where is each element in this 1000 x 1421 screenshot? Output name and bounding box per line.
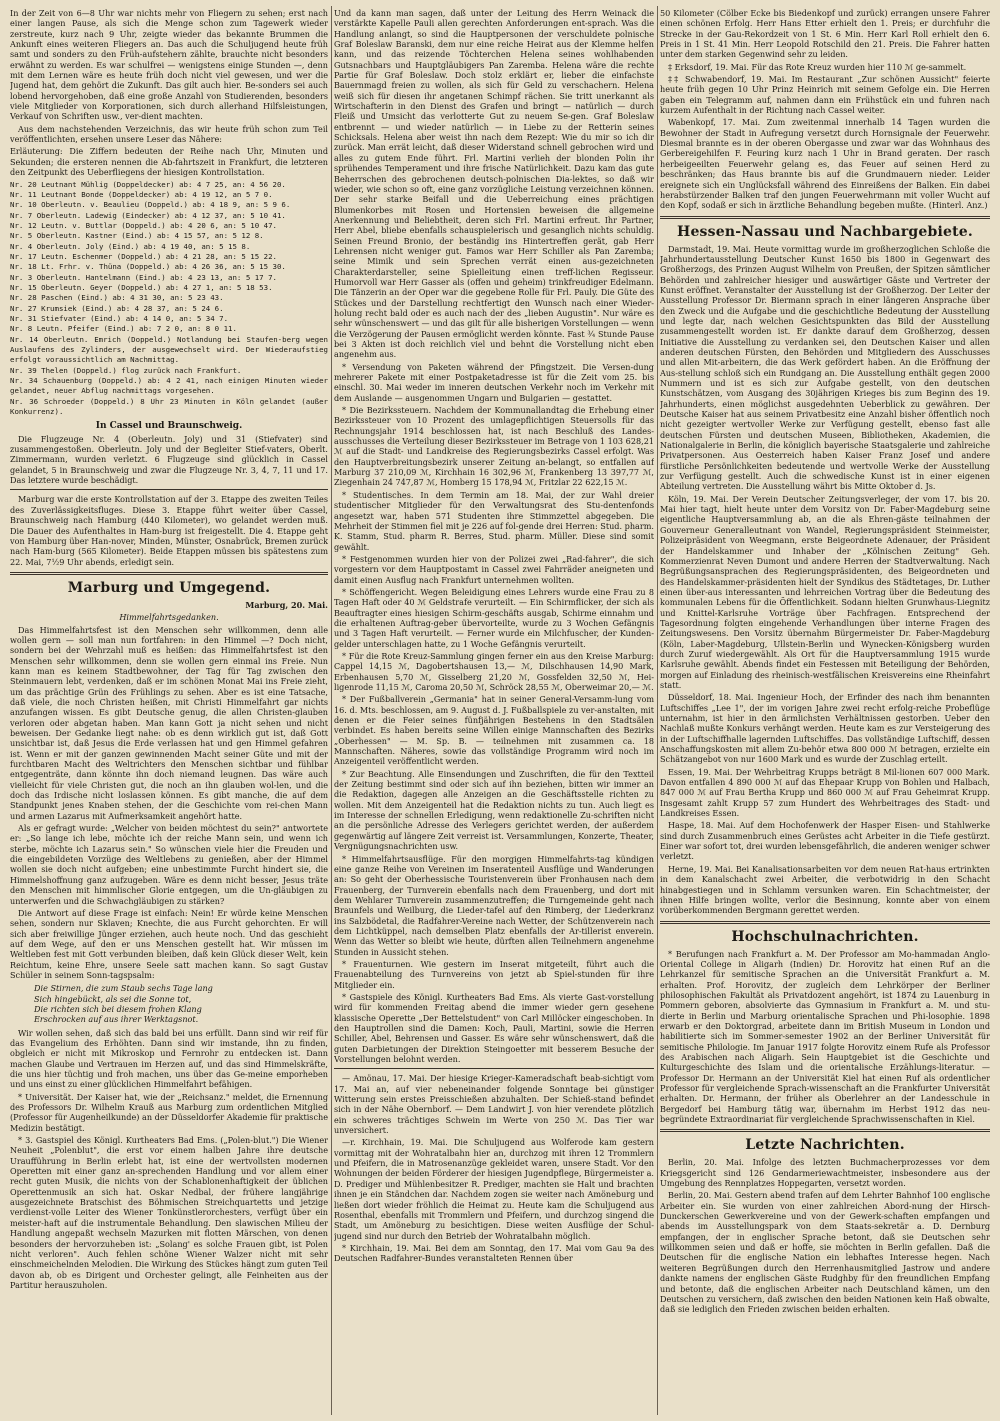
section-heading: Letzte Nachrichten. (745, 1137, 905, 1154)
flight-entry: Nr. 34 Schauenburg (Doppeld.) ab: 4 2 41, nach einigen Minuten wieder gelandet, neuer Abflug nachmittags vorgesehen. (10, 376, 328, 396)
flight-entry: Nr. 12 Leutn. v. Buttlar (Doppeld.) ab: 4 20 6, an: 5 10 47. (10, 220, 277, 230)
flight-entry: Nr. 10 Oberleutn. v. Beaulieu (Doppeld.) ab: 4 18 9, an: 5 9 6. (10, 200, 291, 210)
news-item: * Die Bezirkssteuern. Nachdem der Kommunallandtag die Erhebung einer Bezirkssteuer von 10 Prozent des umlagepflichtigen Steuersolls für das Rechnungsjahr 1914 beschlossen hat, ist nach Beschluß des Landes-ausschusses die Verteilung dieser Bezirkssteuer im Betrage von 1 103 628,21 ℳ auf die Stadt- und Landkreise des Regierungsbezirks Cassel erfolgt. Was den Hauptverbreitungsbezirk unserer Zeitung an-belangt, so entfallen auf Marburg 37 210,09 ℳ, Kirchhain 16 302,96 ℳ, Frankenberg 13 397,77 ℳ, Ziegenhain 24 747,87 ℳ, Homberg 15 178,94 ℳ, Fritzlar 22 622,15 ℳ. (334, 405, 654, 488)
news-item: * Gastspiele des Königl. Kurtheaters Bad Ems. Als vierte Gast-vorstellung wird für kommenden Freitag abend die immer wieder gern gesehene klassische Operette „Der Bettelstudent" von Carl Millöcker eingeschoben. In den Hauptrollen sind die Damen: Koch, Pauli, Martini, sowie die Herren Schiller, Abel, Behrensen und Gasser. Es wäre sehr wünschenswert, daß die guten Darbietungen der Direktion Steingoetter mit besserem Besuche der Vorstellungen belohnt werden. (334, 991, 654, 1065)
news-item: Haspe, 18. Mai. Auf dem Hochofenwerk der Hasper Eisen- und Stahlwerke sind durch Zusammenbruch eines Gerüstes acht Arbeiter in die Tiefe gestürzt. Einer war sofort tot, drei wurden lebensgefährlich, die anderen weniger schwer verletzt. (660, 820, 990, 862)
column-3 (660, 8, 990, 1415)
flight-entry: Nr. 15 Oberleutn. Geyer (Doppeld.) ab: 4 27 1, an: 5 18 53. (10, 282, 273, 292)
explanation-note: Erläuterung: Die Ziffern bedeuten der Reihe nach Uhr, Minuten und Sekunden; die ersteren nennen die Ab-fahrtszeit in Frankfurt, die letzteren den Zeitpunkt des Ueberfliegens der hiesigen Kontrollstation. (10, 146, 328, 178)
news-item: * Himmelfahrtsausflüge. Für den morgigen Himmelfahrts-tag kündigen eine ganze Reihe von Vereinen im Inseratenteil Ausflüge und Wanderungen an: So geht der Oberhessische Touristenverein über Fronhausen nach dem Frauenberg, der Turnverein ebenfalls nach dem Frauenberg, und dort mit dem Wehlarer Turnverein zusammenzutreffen; die Turngemeinde geht nach Braunfels und Weilburg, die Lieder-tafel auf den Rimberg, der Liederkranz ins Salzbödetal, die Radfahrer-Vereine nach Wetter, der Schützenverein nach dem Lichtküppel, nach demselben Platz ebenfalls der Ar-tillerist enverein. Wenn das Wetter so bleibt wie heute, dürften allen Teilnehmern angenehme Stunden in Aussicht stehen. (334, 853, 654, 957)
news-item: * Für die Rote Kreuz-Sammlung gingen ferner ein aus den Kreise Marburg: Cappel 14,15 ℳ, Dagobertshausen 13,— ℳ, Dilschhausen 14,90 Mark, Erbenhausen 5,70 ℳ, Gisselberg 21,20 ℳ, Gossfelden 32,50 ℳ, Hei-ligenrode 11,15 ℳ, Caroma 20,50 ℳ, Schröck 28,55 ℳ, Oberweimar 20,— ℳ. (334, 650, 654, 692)
flight-entry: Nr. 14 Oberleutn. Emrich (Doppeld.) Notlandung bei Staufen-berg wegen Auslaufens des Zylinders, der ausgewechselt wird. Der Wiederaufstieg erfolgt voraussichtlich am Nachmittag. (10, 334, 328, 365)
news-item: Essen, 19. Mai. Der Wehrbeitrag Krupps beträgt 8 Mil-lionen 607 000 Mark. Davon entfallen 4 890 000 ℳ auf das Ehepaar Krupp von Bohlen und Halbach, 847 000 ℳ auf Frau Bertha Krupp und 860 000 ℳ auf Frau Geheimrat Krupp. Insgesamt zahlt Krupp 57 zum Hundert des Wehrbeitrages des Stadt- und Landkreises Essen. (660, 766, 990, 819)
flight-entry: Nr. 8 Leutn. Pfeifer (Eind.) ab: 7 2 0, an: 8 0 11. (10, 324, 237, 334)
news-item: * 3. Gastspiel des Königl. Kurtheaters Bad Ems. („Polen-blut.") Die Wiener Neuheit „Polenblut", die erst vor einem halben Jahre ihre deutsche Uraufführung in Berlin erlebt hat, ist eine der wertvollsten modernen Operetten mit einer ganz an-sprechenden Handlung und vor allem einer recht guten Musik, die nichts von der Schablonenhaftigkeit der üblichen Operettenmusik an sich hat. Oskar Nedbal, der frühere langjährige ausgezeichnete Bratschist des Böhmischen Streichquartetts und jetzige verdienst-volle Leiter des Wiener Tonkünstlerorchesters, verfügt über ein meister-haft auf die instrumentale Behandlung. Den slawischen Milieu der Handlung angepaßt wechseln Mazurken mit flotten Märschen, von denen besonders der hervorzuheben ist: „Solang' es solche Frauen gibt, ist Polen nicht verloren". Auch fehlen schöne Wiener Walzer nicht mit sehr einschmeichelnden Melodien. Die Wirkung des Stückes hängt zum guten Teil davon ab, ob es Dirigent und Orchester gelingt, alle Feinheiten aus der Partitur herauszuholen. (10, 1135, 328, 1290)
flight-entry: Nr. 17 Leutn. Eschenmer (Doppeld.) ab: 4 21 28, an: 5 15 22. (10, 251, 277, 261)
article-paragraph: Aus dem nachstehenden Verzeichnis, das wir heute früh schon zum Teil veröffentlichten, ersehen unsere Leser das Nähere: (10, 123, 328, 145)
article-paragraph: Marburg war die erste Kontrollstation auf der 3. Etappe des zweiten Teiles des Zuverlässigkeitsfluges. Diese 3. Etappe führt weiter über Cassel, Braunschweig nach Hamburg (440 Kilometer), wo gelandet werden muß. Die Dauer des Aufenthaltes in Ham-burg ist freigestellt. Die 4. Etappe geht von Hamburg über Han-nover, Minden, Münster, Osnabrück, Bremen zurück nach Ham-burg (565 Kilometer). Beide Etappen müssen bis spätestens zum 22. Mai, 7½9 Uhr abends, erledigt sein. (10, 494, 328, 567)
news-item: Berlin, 20. Mai. Gestern abend trafen auf dem Lehrter Bahnhof 100 englische Arbeiter ein. Sie wurden von einer zahlreichen Abord-nung der Hirsch-Dunckerschen Gewerkvereine und von der Gewerk-schaften empfangen und abends im Ausstellungspark von dem Staats-sekretär a. D. Dernburg empfangen, der in englischer Sprache betont, daß sie Deutschen sehr willkommen seien und daß er hoffe, sie möchten in Berlin gefallen. Daß die Deutschen für die englische Nation ein lebhaftes Interesse hegen. Nach weiteren Begrüßungen durch den Herrenhausmitglied Jastrow und andere dankte namens der englischen Gäste Rudghby für den freundlichen Empfang und betonte, daß die englischen Arbeiter nach Deutschland kämen, um den Deutschen zu versichern, daß zwischen den beiden Nationen kein Haß obwalte, daß sie lediglich den Frieden zwischen beiden erhalten. (660, 1190, 990, 1315)
article-paragraph: Wir wollen sehen, daß sich das bald bei uns erfüllt. Dann sind wir reif für das Evangelium des Erhöhten. Dann sind wir imstande, ihn zu finden, obgleich er nicht mit Mikroskop und Fernrohr zu entdecken ist. Dann machen Glaube und Vertrauen im Herzen auf, und das sind Himmelskräfte, die uns hier tüchtig und froh machen, uns über das Ge-meine emporheben und uns einst zu einer glücklichen Himmelfahrt befähigen. (10, 1027, 328, 1090)
flight-entry: Nr. 28 Paschen (Eind.) ab: 4 31 30, an: 5 23 43. (10, 293, 224, 303)
news-item: Herne, 19. Mai. Bei Kanalisationsarbeiten vor dem neuen Rat-haus ertrinkten in dem Kanalschacht zwei Arbeiter, die verbotwidrig in den Schacht hinabgestiegen und in Schlamm versunken waren. Ein Schachtmeister, der ihnen Hilfe bringen wollte, verlor die Besinnung, konnte aber von einem vorüberkommenden Bergmann gerettet werden. (660, 863, 990, 916)
news-item: * Universität. Der Kaiser hat, wie der „Reichsanz." meldet, die Ernennung des Professors Dr. Wilhelm Krauß aus Marburg zum ordentlichen Mitglied (Professor für Augenheilkunde) an der Düsseldorfer Akademie für praktische Medizin bestätigt. (10, 1091, 328, 1133)
section-heading: Hessen-Nassau und Nachbargebiete. (677, 223, 973, 240)
flight-entry: Nr. 3 Oberleutn. Hantelmann (Eind.) ab: 4 23 13, an: 5 17 7. (10, 272, 277, 282)
column-rule (331, 6, 332, 1415)
article-paragraph: Die Flugzeuge Nr. 4 (Oberleutn. Joly) und 31 (Stiefvater) sind zusammengestoßen. Oberleutn. Joly und der Begleiter Stief-vaters, Oberlt. Zimmermann, wurden verletzt. 6 Flugzeuge sind glücklich in Cassel gelandet, 5 in Braunschweig und zwar die Flugzeuge Nr. 3, 4, 7, 11 und 17. Das letztere wurde beschädigt. (10, 433, 328, 486)
news-item: Darmstadt, 19. Mai. Heute vormittag wurde im großherzoglichen Schloße die Jahrhundertausstellung Deutscher Kunst 1650 bis 1800 in Gegenwart des Großherzogs, des Prinzen August Wilhelm von Preußen, der Spitzen sämtlicher Behörden und zahlreicher hiesiger und auswärtiger Gäste und Vertreter der Kunst eröffnet. Veranstalter der Ausstellung ist der Großherzog. Der Leiter der Ausstellung Professor Dr. Biermann sprach in einer längeren Ansprache über den Zweck und die Aufgabe und die geschichtliche Bedeutung der Ausstellung und legte dar, nach welchen Gesichtspunkten das Bild der Ausstellung zusammengestellt worden ist. Er dankte darauf dem Großherzog, dessen Initiative die Ausstellung zu verdanken sei, den Deutschen Kaiser und allen anderen deutschen Fürsten, den Behörden und Mitgliedern des Ausschusses und allen Mit-arbeitern, die das Werk gefördert haben. An die Eröffnung der Aus-stellung schloß sich ein Rundgang an. Die Ausstellung enthält gegen 2000 Nummern und ist es sich zur Aufgabe gestellt, von den deutschen Kunstschätzen, vom Ausgang des 30jährigen Krieges bis zum Beginn des 19. Jahrhunderts, einen möglichst ausgedehnten Ueberblick zu gewähren. Der Deutsche Kaiser hat aus seinem Privatbesitz eine Anzahl bisher öffentlich noch nicht gezeigter wertvoller Werke zur Verfügung gestellt, ebenso fast alle deutschen Fürsten und deutschen Museen, Bibliotheken, Akademien, die Nationalgalerie in Berlin, die königlich bayerische Staatsgalerie und zahlreiche Privatpersonen. Aus Oesterreich haben Kaiser Franz Josef und andere fürstliche Persönlichkeiten bedeutende und wertvolle Werke der Ausstellung zur Verfügung gestellt. Auch die schwedische Kunst ist in einer eigenen Abteilung vertreten. Die Ausstellung währt bis Mitte Oktober d. Js. (660, 243, 990, 492)
flight-list (10, 180, 328, 418)
news-item: Köln, 19. Mai. Der Verein Deutscher Zeitungsverleger, der vom 17. bis 20. Mai hier tagt, hielt heute unter dem Vorsitz von Dr. Faber-Magdeburg seine eigentliche Hauptversammlung ab, an die als Ehren-gäste teilnahmen der Gouverneur Generalleutnant von Wandel, Regierungspräsident Steinmeister, Polizeipräsident von Weegmann, erste Beigeordnete Adenauer, der Präsident der Handelskammer und Inhaber der „Kölnischen Zeitung" Geh. Kommerzienrat Neven Dumont und andere Herren der Stadtverwaltung. Nach Begrüßungsansprachen des Regierungspräsidenten, des Beigeordneten und des Handelskammer-präsidenten hielt der Syndikus des Städtetages, Dr. Luther einen über-aus interessanten und lehrreichen Vortrag über die Bedeutung des kommunalen Lebens für die Öffentlichkeit. Sodann hielten Grunwhaus-Liegnitz und Knittel-Karlsruhe Vorträge über Fachfragen. Entsprechend der Tagesordnung folgten eingehende Verhandlungen über interne Fragen des Zeitungswesens. Den Vorsitz übernahm Bürgermeister Dr. Faber-Magdeburg (Köln, Laber-Magdeburg, Ullstein-Berlin und Wynecken-Königsberg wurden durch Zuruf wiedergewählt. Als Ort für die Hauptversammlung 1915 wurde Karlsruhe gewählt. Abends findet ein Festessen mit Beteiligung der Behörden, morgen auf Einladung des rheinisch-westfälischen Kreisvereins eine Rheinfahrt statt. (660, 493, 990, 690)
news-item: * Frauenturnen. Wie gestern im Inserat mitgeteilt, führt auch die Frauenabteilung des Turnvereins von jetzt ab Spiel-stunden für ihre Mitglieder ein. (334, 958, 654, 990)
flight-entry: Nr. 31 Stiefvater (Eind.) ab: 4 14 0, an: 5 34 7. (10, 313, 229, 323)
news-item: * Versendung von Paketen während der Pfingstzeit. Die Versen-dung mehrerer Pakete mit einer Postpaketadresse ist für die Zeit vom 25. bis einschl. 30. Mai weder im inneren deutschen Verkehr noch im Verkehr mit dem Auslande — ausgenommen Ungarn und Bulgarien — gestattet. (334, 361, 654, 403)
news-item: * Festgenommen wurden hier von der Polizei zwei „Rad-fahrer", die sich vorgestern vor dem Hauptpostamt in Cassel zwei Fahrräder aneigneten und damit einen Ausflug nach Frankfurt unternehmen wollten. (334, 553, 654, 585)
subheading: Himmelfahrtsgedanken. (119, 612, 219, 623)
flight-entry: Nr. 20 Leutnant Mühlig (Doppeldecker) ab: 4 7 25, an: 4 56 20. (10, 179, 286, 189)
news-item: * Zur Beachtung. Alle Einsendungen und Zuschriften, die für den Textteil der Zeitung bestimmt sind oder sich auf ihn beziehen, bitten wir immer an die Redaktion, dagegen alle Anzeigen an die Geschäftsstelle richten zu wollen. Mit dem Anzeigenteil hat die Redaktion nichts zu tun. Auch liegt es im Interesse der schnellen Erledigung, wenn redaktionelle Zu-schriften nicht an die persönliche Adresse des Verlegers gerichtet werden, der außerdem gegenwärtig auf längere Zeit verreist ist. Versammlungen, Konzerte, Theater, Vergnügungsnachrichten usw. (334, 768, 654, 852)
flight-entry: Nr. 18 Lt. Frhr. v. Thüna (Doppeld.) ab: 4 26 36, an: 5 15 30. (10, 262, 286, 272)
news-item: Düsseldorf, 18. Mai. Ingenieur Hoch, der Erfinder des nach ihm benannten Luftschiffes „Lee 1", der im vorigen Jahre zwei recht erfolg-reiche Probeflüge unternahm, ist hier in den ärmlichsten Verhältnissen gestorben. Ueber den Nachlaß mußte Konkurs verhängt werden. Heute kam es zur Versteigerung des in der Luftschiffhalle lagernden Luftschiffes. Das vollständige Luftschiff, dessen Anschaffungskosten mit allem Zu-behör etwa 800 000 ℳ betragen, erzielte ein Schätzangebot von nur 1600 Mark und es wurde der Zuschlag erteilt. (660, 692, 990, 765)
news-item: * Schöffengericht. Wegen Beleidigung eines Lehrers wurde eine Frau zu 8 Tagen Haft oder 40 ℳ Geldstrafe verurteilt. — Ein Schirmflicker, der sich als Beauftragter eines hiesigen Schirm-geschäfts ausgab, Schirme einnahm und die erhaltenen Auftrag-geber übervorteilte, wurde zu 3 Wochen Gefängnis und 3 Tagen Haft verurteilt. — Ferner wurde ein Milchfuscher, der Kunden-gelder unterschlagen hatte, zu 1 Woche Gefängnis verurteilt. (334, 586, 654, 649)
poem-line: Sich hingebückt, als sei die Sonne tot, (34, 993, 192, 1004)
divider (10, 572, 328, 575)
local-item: * Kirchhain, 19. Mai. Bei dem am Sonntag, den 17. Mai vom Gau 9a des Deutschen Radfahrer-Bundes veranstalteten Rennen über (334, 1242, 654, 1264)
news-item: * Berufungen nach Frankfurt a. M. Der Professor am Mo-hammadan Anglo-Oriental College in Aligarh (Indien) Dr. Horovitz hat einen Ruf an die Lehrkanzel für semitische Sprachen an die Universität Frankfurt a. M. erhalten. Prof. Horovitz, der zugleich dem Lehrkörper der Berliner philosophischen Fakultät als Privatdozent angehört, ist 1874 zu Lauenburg in Pommern geboren, absolvierte das Gymnasium in Frankfurt a. M. und stu-dierte in Berlin und Marburg orientalische Sprachen und Phi-losophie. 1898 erwarb er den Doktorgrad, arbeitete dann im British Museum in London und habilitierte sich im Sommer-semester 1902 an der Berliner Universität für semitische Philologie. Im Januar 1917 folgte Horovitz einem Rufe als Professor des Arabischen nach Aligarh. Sein Hauptgebiet ist die Geschichte und Kulturgeschichte des Islam und die orientalische Erzählungs-literatur. — Professor Dr. Hermann an der Universität Kiel hat einen Ruf als ordentlicher Professor für vergleichende Sprach-wissenschaft an die Frankfurter Universität erhalten. Dr. Hermann, der früher als Oberlehrer an der Landesschule in Bergedorf bei Hamburg tätig war, übernahm im Herbst 1912 das neu-begründete Extraordinariat für vergleichende Sprachwissenschaften in Kiel. (660, 948, 990, 1125)
article-paragraph: Und da kann man sagen, daß unter der Leitung des Herrn Weinack die verstärkte Kapelle Pauli allen gerechten Anforderungen ent-sprach. Was die Handlung anlangt, so sind die Hauptpersonen der verschuldete polnische Graf Boleslaw Baranski, dem nur eine reiche Heirat aus der Klemme helfen kann, und das reizende Töchterchen Helena seines wohlhabenden Gutsnachbars und Hauptgläubigers Pan Zaremba. Helena wäre die rechte Partie für Graf Boleslaw. Doch stolz erklärt er, lieber die einfachste Bauernmagd freien zu wollen, als sich für Geld zu verschachern. Helena weiß sich für diesen ihr angetanen Schimpf rächen. Sie tritt unerkannt als Wirtschafterin in den Dienst des Grafen und bringt — natürlich — durch Fleiß und Umsicht das verlotterte Gut zu neuem Se-gen. Graf Boleslaw entbrennt — und wieder natürlich — in Liebe zu der Retterin seines Schicksals. Helena aber weist ihn nach dem Rezept: Wie du mir so ich dir zurück. Man errät leicht, daß dieser Widerstand schnell gebrochen wird und alles zu gutem Ende führt. Frl. Martini verlieh der blonden Polin ihr sprühendes Temperament und ihre frische Natürlichkeit. Dazu kam das gute Beherrschen des gebrochenen deutsch-polnischen Dia-lektes, so daß wir wieder, wie schon so oft, eine ganz vorzügliche Leistung verzeichnen können. Der sehr starke Beifall und die Ueberreichung eines prächtigen Blumenkorbes mit Rosen und Hortensien beweisen die allgemeine Anerkennung und Beliebtheit, deren sich Frl. Martini erfreut. Ihr Partner, Herr Abel, bliebe ebenfalls schauspielerisch und gesanglich nichts schuldig. Seinen Freund Bronio, der beständig ins Hintertreffen gerät, gab Herr Lehrensen nicht weniger gut. Famos war Herr Schiller als Pan Zaremba; seine Mimik und sein Sprechen verrät einen aus-gezeichneten Charakterdarsteller, seine Spielleitung einen treff-lichen Regisseur. Humorvoll war Herr Gasser als (offen und geheim) trinkfreudiger Edelmann. Die Tänzerin an der Oper war die gegebene Rolle für Frl. Pauly. Die Güte des Stückes und der Darstellung rechtfertigt den Wunsch nach einer Wieder-holung recht bald oder es auch nach der des „lieben Augustin". Nur wäre es sehr wünschenswert — und das gilt für alle bisherigen Vorstellungen — wenn die Verzögerung der Pausen ermöglicht werden könnte. Fast ¾ Stunde Pause bei 3 Akten ist doch reichlich viel und behnt die Vorstellung nicht eben angenehm aus. (334, 8, 654, 360)
news-item: * Studentisches. In dem Termin am 18. Mai, der zur Wahl dreier studentischer Mitglieder für den Verwaltungsrat des Stu-dentenfonds angesetzt war, haben 571 Studenten ihre Stimmzettel abgegeben. Die Mehrheit der Stimmen fiel mit je 226 auf fol-gende drei Herren: Stud. pharm. K. Stamm, Stud. pharm R. Berres, Stud. pharm. Müller. Diese sind somit gewählt. (334, 489, 654, 552)
news-item: Berlin, 20. Mai. Infolge des letzten Buchmacherprozesses vor dem Kriegsgericht sind 126 Gendarmeriewachtmeister, insbesondere aus der Umgebung des Rennplatzes Hoppegarten, versetzt worden. (660, 1157, 990, 1189)
poem-line: Die richten sich bei diesem frohen Klang (34, 1003, 202, 1014)
column-1 (10, 8, 328, 1415)
flight-entry: Nr. 4 Oberleutn. Joly (Eind.) ab: 4 19 40, an: 5 15 8. (10, 241, 251, 251)
news-item: * Der Fußballverein „Germania" hat in seiner General-Versamm-lung vom 16. d. Mts. beschlossen, am 9. August d. J. Fußballspiele zu ver-anstalten, mit denen er die Feier seines fünfjährigen Bestehens in den Stadtsälen verbindet. Es haben bereits seine Willen einige Mannschaften des Bezirks „Oberhessen" — M. Sp. B. — teilnehmen mit zusammen ca. 18 Mannschaften. Näheres, sowie das vollständige Programm wird noch im Anzeigenteil veröffentlicht werden. (334, 694, 654, 767)
poem (34, 983, 328, 1024)
article-paragraph: In der Zeit von 6—8 Uhr war nichts mehr von Fliegern zu sehen; erst nach einer langen Pause, als sich die Menge schon zum Tagewerk wieder zerstreute, kurz nach 9 Uhr, zeigte wieder das bekannte Brummen die Ankunft eines weiteren Fliegers an. Das auch die Schuljugend heute früh samt und sonders zu den Früh-aufstehern zählte, brauchte nicht besonders erwähnt zu werden. Es war schulfrei — wenigstens einige Stunden —, denn mit dem Lernen wäre es heute früh doch nicht viel gewesen, und wer die Jugend hat, dem gehört die Zukunft. Das gilt auch hier. Be-sonders sei auch lobend hervorgehoben, daß eine große Anzahl von Studierenden, besonders viele Mitglieder von Korporationen, sich durch allerhand Hilfsleistungen, Verkauf von Schriften usw., ver-dient machten. (10, 8, 328, 122)
divider (660, 921, 990, 924)
flight-entry: Nr. 5 Oberleutn. Kastner (Eind.) ab: 4 15 57, an: 5 12 8. (10, 231, 264, 241)
dateline: Marburg, 20. Mai. (245, 599, 328, 610)
local-item: — Amönau, 17. Mai. Der hiesige Krieger-Kameradschaft beab-sichtigt vom 17. Mai an, auf vier nebeneinander folgende Sonntage bei günstiger Witterung sein erstes Preisschießen abzuhalten. Der Schieß-stand befindet sich in der Nähe Obernborf. — Dem Landwirt J. von hier verendete plötzlich ein schweres trächtiges Schwein im Werte von 250 ℳ. Das Tier war unversichert. (334, 1073, 654, 1136)
local-item: Wabenkopf, 17. Mai. Zum zweitenmal innerhalb 14 Tagen wurden die Bewohner der Stadt in Aufregung versetzt durch Hornsignale der Feuerwehr. Diesmal brannte es in der oberen Obergasse und zwar war das Wohnhaus des Gerbereigehilfen F. Feuring kurz nach 1 Uhr in Brand geraten. Der rasch herbeigeeilten Feuerwehr gelang es, das Feuer auf seinen Herd zu beschränken; das Haus brannte bis auf die Grundmauern nieder. Leider ereignete sich ein Unglücksfall während des Einreißens der Balken. Ein dabei herabstürzender Balken traf den jungen Feuerwehrmann mit voller Wucht auf den Kopf, sodaß er sich in ärztliche Behandlung begeben mußte. (Hinterl. Anz.) (660, 117, 990, 211)
column-2 (334, 8, 654, 1415)
flight-entry: Nr. 7 Oberleutn. Ladewig (Eindecker) ab: 4 12 37, an: 5 10 41. (10, 210, 286, 220)
article-paragraph: Die Antwort auf diese Frage ist einfach: Nein! Er würde keine Menschen sehen, sondern nur Sklaven; Knechte, die aus Furcht gehorchten. Er will sich aber freiwillige Jünger erziehen, auch heute noch. Und das geschieht auf dem Wege, auf den er uns Menschen gestellt hat. Wir müssen im Weltleben fest mit Gott verbunden bleiben, daß kein Glück dieser Welt, kein Reichtum, keine Ehre, unsere Seele satt machen kann. So sagt Gustav Schüler in seinem Sonn-tagspsalm: (10, 907, 328, 980)
column-rule (657, 6, 658, 1415)
article-paragraph: Das Himmelfahrtsfest ist den Menschen sehr willkommen, denn alle wollen gern — soll man nun fortfahren: in den Himmel —? Doch nicht, sondern bei der Wehrzahl muß es heißen: das Himmelfahrtsfest ist den Menschen sehr willkommen, denn sie wollen gern einmal ins Freie. Nun kann man es keinem Stadtbewohner, der Tag für Tag zwischen den Steinmauern lebt, verdenken, daß er im schönen Monat Mai ins Freie zieht, um das prächtige Grün des Frühlings zu sehen. Aber es ist eine Tatsache, daß viele, die noch Christen heißen, mit Christi Himmelfahrt gar nichts anzufangen wissen. Es gibt Deutsche genug, die allen Christen-glauben verloren oder abgetan haben. Man kann Gott ja nicht sehen und nicht beweisen. Der Gedanke liegt nahe: ob es denn wirklich gut ist, daß Gott unsichtbar ist, daß Jesus die Erde verlassen hat und gen Himmel gefahren ist. Wenn er mit der ganzen gewinnenden Macht seiner Güte und mit der furchtbaren Macht des Weltrichters den Menschen sichtbar und fühlbar entgegenträte, dann könnte ihn doch niemand leugnen. Das wäre auch vielleicht für viele Christen gut, die noch an ihn glauben wol-len, und die doch das Irdische nicht loslassen können. Es gibt manche, die auf dem Standpunkt jenes Knaben stehen, der die Geschichte vom rei-chen Mann und armen Lazarus mit Aufmerksamkeit angehört hatte. (10, 624, 328, 821)
section-heading: Hochschulnachrichten. (731, 928, 919, 945)
divider (660, 216, 990, 219)
section-heading: Marburg und Umgegend. (67, 579, 271, 596)
flight-entry: Nr. 27 Krumsiek (Eind.) ab: 4 28 37, an: 5 24 6. (10, 303, 224, 313)
poem-line: Erschrocken auf aus ihrer Werktagsnot. (34, 1014, 199, 1025)
local-item: ‡‡ Schwabendorf, 19. Mai. Im Restaurant „Zur schönen Aussicht" feierte heute früh gegen 10 Uhr Prinz Heinrich mit seinem Gefolge ein. Die Herren gaben ein Telegramm auf, nahmen dann ein Frühstück ein und fuhren nach kurzem Aufenthalt in der Richtung nach Cassel weiter. (660, 74, 990, 116)
flight-entry: Nr. 39 Thelen (Doppeld.) flog zurück nach Frankfurt. (10, 365, 242, 375)
local-item: ‡ Erksdorf, 19. Mai. Für das Rote Kreuz wurden hier 110 ℳ ge-sammelt. (668, 61, 967, 72)
section-heading: In Cassel und Braunschweig. (95, 421, 243, 432)
divider (660, 1129, 990, 1132)
poem-line: Die Stirnen, die zum Staub sechs Tage lang (34, 983, 213, 994)
article-paragraph: 50 Kilometer (Cölber Ecke bis Biedenkopf und zurück) errangen unsere Fahrer einen schönen Erfolg. Herr Hans Etter erhielt den 1. Preis; er durchfuhr die Strecke in der Gau-Rekordzeit von 1 St. 6 Min. Herr Karl Roll erhielt den 6. Preis in 1 St. 41 Min. Herr Leopold Rotschild den 21. Preis. Die Fahrer hatten unter dem starken Gegenwind sehr zu leiden. (660, 8, 990, 60)
local-item: —r. Kirchhain, 19. Mai. Die Schuljugend aus Wolferode kam gestern vormittag mit der Wohratalbahn hier an, durchzog mit ihren 12 Trommlern und Pfeifern, die in Matrosenanzüge gekleidet waren, unsere Stadt. Vor den Wohnungen der beiden Förderer der hiesigen Jugendpflege, Bürgermeister a. D. Prediger und Mühlenbesitzer R. Prediger, machten sie Halt und brachten ihnen je ein Ständchen dar. Nachdem zogen sie weiter nach Amöneburg und ließen dort wieder fröhlich die Heimat zu. Heute kam die Schuljugend aus Rosenthal, ebenfalls mit Trommlern und Pfeifern, und durchzog singend die Stadt, um Amöneburg zu besichtigen. Diese weiten Ausflüge der Schul-jugend sind nur durch den Betrieb der Wohratalbahn möglich. (334, 1137, 654, 1241)
flight-entry: Nr. 36 Schroeder (Doppeld.) 8 Uhr 23 Minuten in Köln gelandet (außer Konkurrenz). (10, 396, 328, 417)
article-paragraph: Als er gefragt wurde: „Welcher von beiden möchtest du sein?" antwortete er: „So lange ich lebe, möchte ich der reiche Mann sein, und wenn ich sterbe, möchte ich Lazarus sein." So wünschen viele hier die Freuden und die eingebildeten Vorzüge des Weltlebens zu genießen, aber der Himmel wollen sie doch nicht aufgeben; eine unbestimmte Furcht hindert sie, die Himmelshoffnung ganz aufzugeben. Wäre es denn nicht besser, Jesus träte den Menschen mit himmlischer Glorie entgegen, um die Un-gläubigen zu unterwerfen und die Schwachgläubigen zu stärken? (10, 823, 328, 906)
divider (334, 1068, 654, 1069)
flight-entry: Nr. 11 Leutnant Bonde (Doppeldecker) ab: 4 19 12, an 5 7 0. (10, 189, 273, 199)
divider (10, 489, 328, 490)
